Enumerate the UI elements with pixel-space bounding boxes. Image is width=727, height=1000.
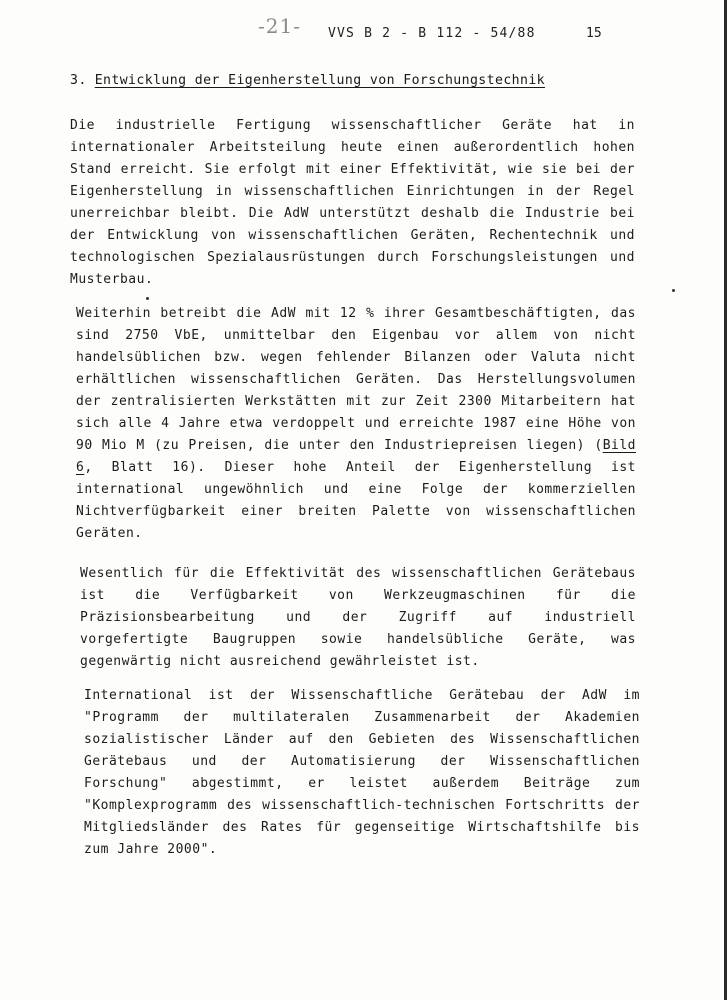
scan-speck [672, 289, 675, 292]
section-heading [70, 73, 545, 88]
section-title: Entwicklung der Eigenherstellung von Forschungstechnik [94, 73, 546, 88]
paragraph-text-after: , Blatt 16). Dieser hohe Anteil der Eigenherstellung ist international ungewöhnlich und eine Folge der kommerziellen Nichtverfügbarkeit einer breiten Palette von wissenschaftlichen Geräten. [76, 460, 636, 541]
figure-reference: Bild 6 [76, 438, 636, 475]
document-reference: VVS B 2 - B 112 - 54/88 [328, 26, 536, 41]
paragraph-own-construction [76, 303, 636, 545]
handwritten-page-note: -21- [258, 14, 301, 38]
paragraph-text-before: Weiterhin betreibt die AdW mit 12 % ihrer Gesamtbeschäftigten, das sind 2750 VbE, unmittelbar den Eigenbau vor allem von nicht handelsüblichen bzw. wegen fehlender Bilanzen oder Valuta nicht erhältlichen wissenschaftlichen Geräten. Das Herstellungsvolumen der zentralisierten Werkstätten mit zur Zeit 2300 Mitarbeitern hat sich alle 4 Jahre etwa verdoppelt und erreichte 1987 eine Höhe von 90 Mio M (zu Preisen, die unter den Industriepreisen liegen) ( [76, 306, 636, 453]
section-number: 3. [70, 73, 87, 88]
scan-speck [146, 297, 149, 300]
paragraph-international: International ist der Wissenschaftliche Gerätebau der AdW im "Programm der multilateralen Zusammenarbeit der Akademien sozialistischer Länder auf den Gebieten des Wissenschaftlichen Gerätebaus und der Automatisierung der Wissenschaftlichen Forschung" abgestimmt, er leistet außerdem Beiträge zum "Komplexprogramm des wissenschaftlich-technischen Fortschritts der Mitgliedsländer des Rates für gegenseitige Wirtschaftshilfe bis zum Jahre 2000". [84, 688, 640, 857]
paragraph-effectiveness: Wesentlich für die Effektivität des wissenschaftlichen Gerätebaus ist die Verfügbarkeit von Werkzeugmaschinen für die Präzisionsbearbeitung und der Zugriff auf industriell vorgefertigte Baugruppen sowie handelsübliche Geräte, was gegenwärtig nicht ausreichend gewährleistet ist. [80, 566, 636, 669]
paragraph-industrial-production: Die industrielle Fertigung wissenschaftlicher Geräte hat in internationaler Arbeitsteilung heute einen außerordentlich hohen Stand erreicht. Sie erfolgt mit einer Effektivität, wie sie bei der Eigenherstellung in wissenschaftlichen Einrichtungen in der Regel unerreichbar bleibt. Die AdW unterstützt deshalb die Industrie bei der Entwicklung von wissenschaftlichen Geräten, Rechentechnik und technologischen Spezialausrüstungen durch Forschungsleistungen und Musterbau. [70, 118, 635, 287]
page-number: 15 [586, 26, 602, 41]
